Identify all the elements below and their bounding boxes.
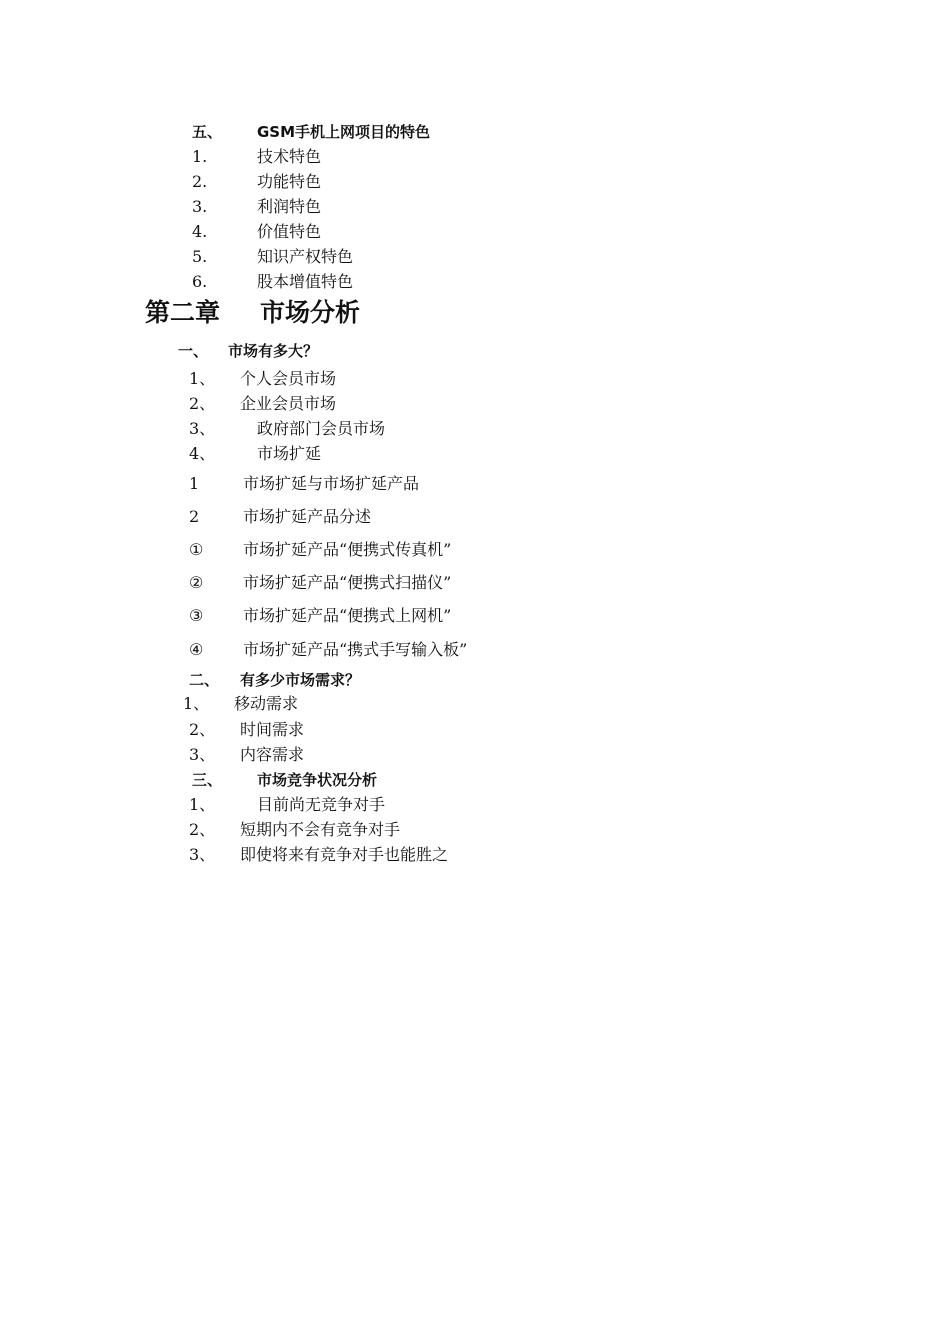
item-text: 政府部门会员市场 [257,419,386,438]
item-text: 个人会员市场 [240,369,337,388]
item-text: 市场扩延产品“便携式扫描仪” [243,573,452,592]
item-text: 技术特色 [257,147,322,166]
item-number: 2. [192,172,208,191]
item-text: 内容需求 [240,745,305,764]
item-number: ① [189,540,204,559]
item-number: 2 [189,507,200,526]
item-number: 3、 [189,745,216,764]
item-text: 市场扩延产品分述 [243,507,372,526]
section-title: GSM手机上网项目的特色 [257,123,431,141]
section-number: 三、 [192,771,223,789]
item-number: 3、 [189,419,216,438]
item-text: 市场扩延产品“便携式传真机” [243,540,452,559]
item-number: 1、 [183,694,210,713]
item-text: 市场扩延 [257,444,322,463]
section-number: 五、 [192,123,223,141]
section-number: 一、 [178,342,209,360]
item-number: 1 [189,474,200,493]
item-text: 短期内不会有竞争对手 [240,820,401,839]
item-text: 市场扩延产品“便携式上网机” [243,606,452,625]
item-number: 3. [192,197,208,216]
item-text: 市场扩延产品“携式手写输入板” [243,640,468,659]
item-text: 知识产权特色 [257,247,354,266]
section-title: 市场竞争状况分析 [257,771,378,789]
chapter-label: 第二章 [145,298,221,327]
item-number: 3、 [189,845,216,864]
chapter-title: 市场分析 [260,298,361,327]
section-title: 市场有多大？ [228,342,319,360]
section-number: 二、 [189,671,220,689]
item-text: 目前尚无竞争对手 [257,795,386,814]
item-number: ③ [189,606,204,625]
item-number: ④ [189,640,204,659]
item-number: 1、 [189,369,216,388]
item-number: 2、 [189,820,216,839]
item-text: 股本增值特色 [257,272,354,291]
item-text: 价值特色 [257,222,322,241]
section-title: 有多少市场需求？ [240,671,361,689]
item-number: 1、 [189,795,216,814]
item-number: ② [189,573,204,592]
item-number: 2、 [189,394,216,413]
item-text: 移动需求 [234,694,299,713]
item-number: 1. [192,147,208,166]
item-number: 4、 [189,444,216,463]
item-number: 4. [192,222,208,241]
item-text: 市场扩延与市场扩延产品 [243,474,420,493]
item-text: 利润特色 [257,197,322,216]
item-number: 2、 [189,720,216,739]
item-number: 6. [192,272,208,291]
item-text: 企业会员市场 [240,394,337,413]
item-text: 即使将来有竞争对手也能胜之 [240,845,449,864]
item-text: 功能特色 [257,172,322,191]
item-number: 5. [192,247,208,266]
item-text: 时间需求 [240,720,305,739]
